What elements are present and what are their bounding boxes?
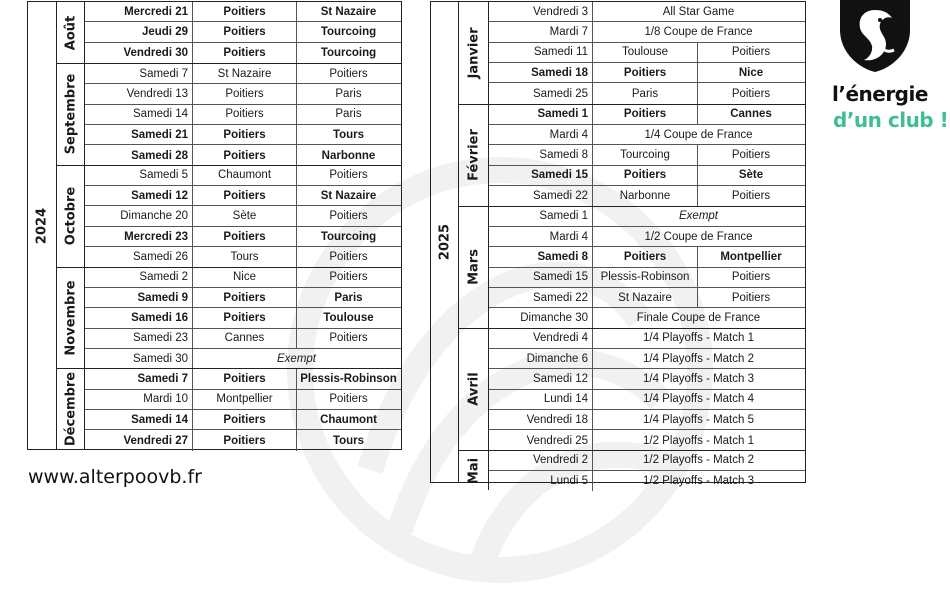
month-label: Avril [466,372,481,406]
month-group-aout [57,2,401,63]
away-team: Poitiers [731,190,771,203]
home-team: St Nazaire [193,64,297,83]
home-team: Chaumont [193,166,297,185]
month-label: Septembre [63,74,78,155]
schedule-row [489,369,805,389]
event-label: Exempt [679,210,718,223]
schedule-row [85,308,401,328]
match-date: Mardi 4 [489,227,593,246]
home-team: Poitiers [593,247,698,266]
match-date: Mardi 7 [489,22,593,41]
home-team: Poitiers [593,166,698,185]
month-label: Mars [466,249,481,285]
year-label: 2024 [34,207,50,244]
month-column [57,166,85,267]
month-column [57,64,85,165]
match-date: Samedi 30 [85,349,193,369]
away-team: Poitiers [329,271,368,284]
home-team: Poitiers [193,288,297,307]
match-date: Mercredi 23 [85,227,193,246]
home-team: Poitiers [193,22,297,41]
schedule-row [85,268,401,288]
schedule-row [85,43,401,63]
event-label: 1/2 Playoffs - Match 3 [642,475,754,488]
match-date: Samedi 8 [489,247,593,266]
month-column [57,268,85,369]
home-team: Poitiers [193,410,297,429]
schedule-row [489,105,805,125]
home-team: Poitiers [193,84,297,103]
match-date: Samedi 14 [85,105,193,124]
away-team: Poitiers [329,251,368,264]
match-date: Samedi 9 [85,288,193,307]
match-date: Vendredi 18 [489,410,593,429]
home-team: Poitiers [193,369,297,388]
schedule-row [489,63,805,83]
month-column [57,2,85,63]
match-date: Vendredi 3 [489,2,593,21]
schedule-row [489,471,805,491]
away-team: Poitiers [731,271,771,284]
schedule-row [489,390,805,410]
away-team: Poitiers [329,393,368,406]
schedule-row [489,308,805,328]
home-team: Tourcoing [593,145,698,164]
schedule-row [489,268,805,288]
schedule-row [85,145,401,165]
away-team: Chaumont [320,413,377,426]
home-team: Paris [593,83,698,103]
home-team: Poitiers [193,43,297,63]
home-team: Poitiers [193,105,297,124]
schedule-table-2024 [27,1,402,450]
event-label: 1/4 Playoffs - Match 2 [642,352,754,365]
schedule-row [85,349,401,369]
event-label: 1/4 Playoffs - Match 3 [642,372,754,385]
home-team: Tours [193,247,297,267]
schedule-row [85,247,401,267]
match-date: Samedi 21 [85,125,193,144]
match-date: Vendredi 30 [85,43,193,63]
schedule-row [489,22,805,42]
schedule-row [85,390,401,410]
away-team: Cannes [730,108,772,121]
match-date: Samedi 26 [85,247,193,267]
match-date: Samedi 28 [85,145,193,165]
home-team: Poitiers [193,308,297,327]
away-team: Poitiers [329,169,368,182]
home-team: Plessis-Robinson [593,268,698,287]
home-team: Poitiers [193,186,297,205]
event-label: 1/2 Playoffs - Match 1 [642,434,754,447]
event-label: 1/2 Coupe de France [644,230,753,243]
month-label: Août [63,15,78,50]
match-date: Vendredi 25 [489,430,593,450]
club-logo-icon [836,0,914,72]
year-column [28,2,57,449]
away-team: St Nazaire [320,189,377,202]
away-team: Tourcoing [320,26,377,39]
match-date: Samedi 22 [489,186,593,206]
month-label: Janvier [466,27,481,79]
schedule-row [489,166,805,186]
match-date: Samedi 7 [85,64,193,83]
month-group-mai [459,450,805,491]
away-team: Tours [332,128,365,141]
match-date: Samedi 14 [85,410,193,429]
month-label: Octobre [63,186,78,246]
schedule-row [85,227,401,247]
schedule-row [489,410,805,430]
match-date: Mardi 10 [85,390,193,409]
month-column [459,2,489,104]
event-label: 1/2 Playoffs - Match 2 [642,454,754,467]
event-label: Finale Coupe de France [636,312,761,325]
match-date: Vendredi 13 [85,84,193,103]
away-team: Tourcoing [320,46,377,59]
schedule-row [489,227,805,247]
month-column [459,105,489,206]
schedule-table-2025 [430,1,806,488]
match-date: Lundi 5 [489,471,593,491]
away-team: Paris [335,108,362,121]
home-team: Poitiers [193,125,297,144]
schedule-row [489,247,805,267]
away-team: Paris [334,291,363,304]
match-date: Samedi 22 [489,288,593,307]
schedule-row [489,349,805,369]
month-group-septembre [57,63,401,165]
match-date: Samedi 1 [489,207,593,226]
schedule-row [85,206,401,226]
schedule-row [489,451,805,471]
schedule-row [489,83,805,103]
away-team: Sète [738,169,764,182]
home-team: Narbonne [593,186,698,206]
month-group-fevrier [459,104,805,206]
schedule-row [489,125,805,145]
month-label: Novembre [63,280,78,356]
match-date: Samedi 5 [85,166,193,185]
home-team: Poitiers [193,430,297,450]
match-date: Dimanche 6 [489,349,593,368]
away-team: Tourcoing [320,230,377,243]
match-date: Samedi 23 [85,329,193,348]
event-label: 1/4 Playoffs - Match 4 [642,393,754,406]
home-team: Montpellier [193,390,297,409]
match-date: Samedi 15 [489,166,593,185]
month-group-avril [459,328,805,450]
home-team: Nice [193,268,297,287]
match-date: Samedi 7 [85,369,193,388]
schedule-row [85,105,401,125]
schedule-row [489,145,805,165]
website-link[interactable]: www.alterpoovb.fr [28,466,202,488]
home-team: Poitiers [193,2,297,21]
away-team: St Nazaire [320,5,377,18]
event-label: 1/4 Playoffs - Match 5 [642,413,754,426]
match-date: Mardi 4 [489,125,593,144]
match-date: Samedi 25 [489,83,593,103]
away-team: Paris [335,88,362,101]
home-team: Poitiers [593,105,698,124]
away-team: Poitiers [329,67,368,80]
away-team: Poitiers [329,332,368,345]
event-label: 1/8 Coupe de France [644,26,753,39]
month-group-novembre [57,267,401,369]
schedule-row [489,207,805,227]
home-team: Cannes [193,329,297,348]
schedule-row [489,430,805,450]
match-date: Samedi 12 [489,369,593,388]
month-column [57,369,85,449]
schedule-row [85,430,401,450]
schedule-row [85,166,401,186]
month-group-decembre [57,368,401,449]
away-team: Poitiers [731,149,771,162]
match-date: Dimanche 20 [85,206,193,225]
event-label: Exempt [277,353,316,366]
away-team: Poitiers [731,87,771,100]
match-date: Vendredi 2 [489,451,593,470]
home-team: Sète [193,206,297,225]
match-date: Dimanche 30 [489,308,593,328]
match-date: Jeudi 29 [85,22,193,41]
schedule-row [85,125,401,145]
schedule-row [85,410,401,430]
schedule-row [85,84,401,104]
schedule-row [85,369,401,389]
schedule-row [85,329,401,349]
month-group-janvier [459,2,805,104]
schedule-row [85,2,401,22]
month-column [459,207,489,328]
home-team: Poitiers [193,227,297,246]
match-date: Samedi 2 [85,268,193,287]
schedule-row [489,329,805,349]
month-column [459,451,489,491]
schedule-row [85,186,401,206]
schedule-row [489,288,805,308]
match-date: Samedi 18 [489,63,593,82]
event-label: All Star Game [662,5,735,18]
match-date: Samedi 1 [489,105,593,124]
month-label: Décembre [63,372,78,447]
schedule-row [85,22,401,42]
away-team: Tours [332,434,365,447]
match-date: Samedi 15 [489,268,593,287]
away-team: Poitiers [731,46,771,59]
away-team: Nice [738,66,764,79]
away-team: Toulouse [323,311,374,324]
away-team: Poitiers [329,210,368,223]
brand-tagline-line2: d’un club ! [833,108,949,132]
schedule-row [489,186,805,206]
match-date: Mercredi 21 [85,2,193,21]
schedule-row [85,288,401,308]
schedule-row [489,43,805,63]
home-team: Poitiers [593,63,698,82]
year-label: 2025 [437,223,452,261]
match-date: Lundi 14 [489,390,593,409]
event-label: 1/4 Playoffs - Match 1 [642,332,754,345]
away-team: Montpellier [720,250,782,263]
home-team: Toulouse [593,43,698,62]
year-column [431,2,459,482]
home-team: Poitiers [193,145,297,165]
month-label: Février [466,129,481,181]
match-date: Vendredi 27 [85,430,193,450]
away-team: Plessis-Robinson [300,372,397,385]
event-label: 1/4 Coupe de France [644,128,753,141]
match-date: Vendredi 4 [489,329,593,348]
away-team: Narbonne [321,149,376,162]
match-date: Samedi 8 [489,145,593,164]
home-team: St Nazaire [593,288,698,307]
month-group-mars [459,206,805,328]
schedule-row [489,2,805,22]
away-team: Poitiers [731,291,771,304]
month-column [459,329,489,450]
month-group-octobre [57,165,401,267]
brand-tagline-line1: l’énergie [832,82,928,106]
schedule-row [85,64,401,84]
match-date: Samedi 16 [85,308,193,327]
month-label: Mai [466,457,481,484]
match-date: Samedi 12 [85,186,193,205]
match-date: Samedi 11 [489,43,593,62]
